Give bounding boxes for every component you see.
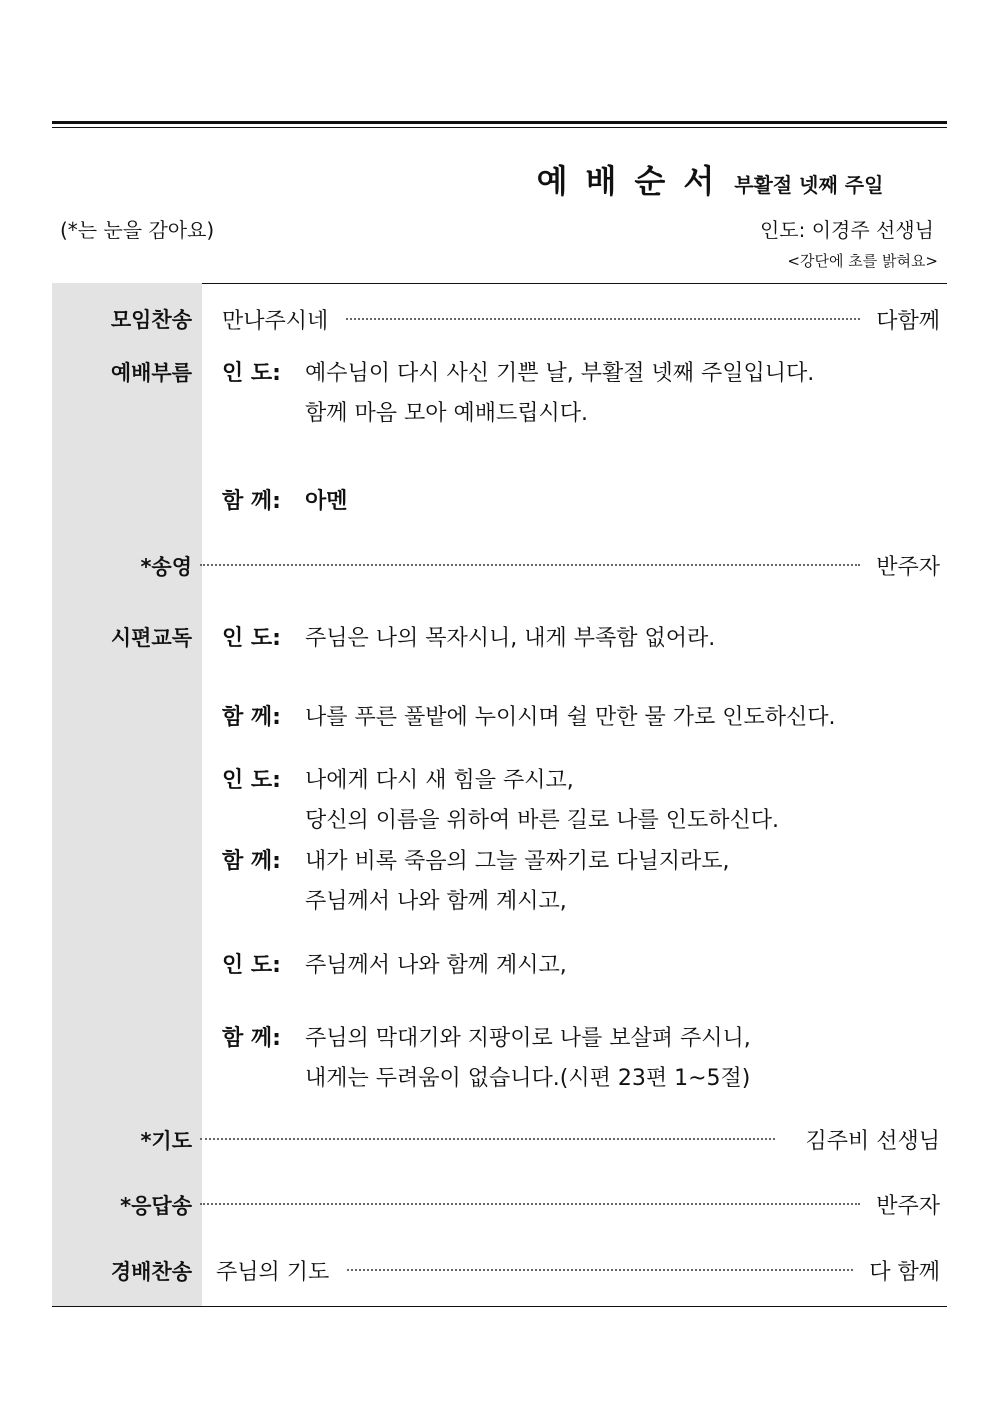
closing-hymn-label: 경배찬송	[110, 1260, 192, 1284]
speaker-leader: 인 도:	[222, 361, 281, 386]
psalm-line: 주님께서 나와 함께 계시고,	[305, 889, 567, 914]
psalm-label: 시편교독	[110, 626, 192, 650]
candle-instruction: <강단에 초를 밝혀요>	[787, 252, 938, 270]
psalm-line: 나를 푸른 풀밭에 누이시며 쉴 만한 물 가로 인도하신다.	[305, 705, 836, 730]
call-to-worship-label: 예배부름	[110, 361, 192, 385]
call-response: 아멘	[305, 489, 348, 514]
dotted-leader	[200, 1138, 775, 1140]
leader-name: 인도: 이경주 선생님	[759, 218, 934, 242]
speaker-all: 함 께:	[222, 1026, 281, 1051]
dotted-leader	[200, 564, 860, 566]
call-line: 예수님이 다시 사신 기쁜 날, 부활절 넷째 주일입니다.	[305, 361, 815, 386]
prayer-row	[200, 1123, 940, 1155]
top-rule-thin	[52, 127, 947, 128]
psalm-line: 내가 비록 죽음의 그늘 골짜기로 다닐지라도,	[305, 849, 730, 874]
title-subtitle: 부활절 넷째 주일	[734, 173, 884, 197]
gathering-hymn-label: 모임찬송	[110, 308, 192, 332]
speaker-leader: 인 도:	[222, 626, 281, 651]
psalm-line: 주님께서 나와 함께 계시고,	[305, 953, 567, 978]
closing-hymn-title: 주님의 기도	[216, 1259, 330, 1285]
doxology-by: 반주자	[876, 554, 940, 580]
prayer-by: 김주비 선생님	[805, 1128, 940, 1154]
response-row	[200, 1188, 940, 1220]
psalm-line: 주님은 나의 목자시니, 내게 부족함 없어라.	[305, 626, 716, 651]
psalm-line: 주님의 막대기와 지팡이로 나를 보살펴 주시니,	[305, 1026, 751, 1051]
page-title	[0, 156, 992, 202]
closing-hymn-row	[200, 1254, 940, 1286]
title-main: 예배순서	[536, 162, 733, 200]
response-by: 반주자	[876, 1193, 940, 1219]
speaker-leader: 인 도:	[222, 953, 281, 978]
doxology-label: *송영	[140, 555, 192, 579]
closed-eyes-note: (*는 눈을 감아요)	[60, 218, 215, 242]
speaker-all: 함 께:	[222, 705, 281, 730]
speaker-leader: 인 도:	[222, 768, 281, 793]
gathering-hymn-by: 다함께	[876, 308, 940, 334]
psalm-line: 당신의 이름을 위하여 바른 길로 나를 인도하신다.	[305, 808, 779, 833]
doxology-row	[200, 549, 940, 581]
dotted-leader	[347, 1269, 853, 1271]
response-label: *응답송	[120, 1194, 192, 1218]
gathering-hymn-row	[200, 303, 940, 335]
psalm-line: 나에게 다시 새 힘을 주시고,	[305, 768, 574, 793]
section-rule-bottom	[52, 1306, 947, 1307]
speaker-all: 함 께:	[222, 849, 281, 874]
closing-hymn-by: 다 함께	[869, 1259, 940, 1285]
gathering-hymn-title: 만나주시네	[222, 308, 329, 334]
call-line: 함께 마음 모아 예배드립시다.	[305, 401, 588, 426]
speaker-all: 함 께:	[222, 489, 281, 514]
psalm-line: 내게는 두려움이 없습니다.(시편 23편 1~5절)	[305, 1066, 751, 1091]
prayer-label: *기도	[140, 1129, 192, 1153]
dotted-leader	[346, 318, 860, 320]
dotted-leader	[200, 1203, 860, 1205]
top-rule-thick	[52, 121, 947, 124]
